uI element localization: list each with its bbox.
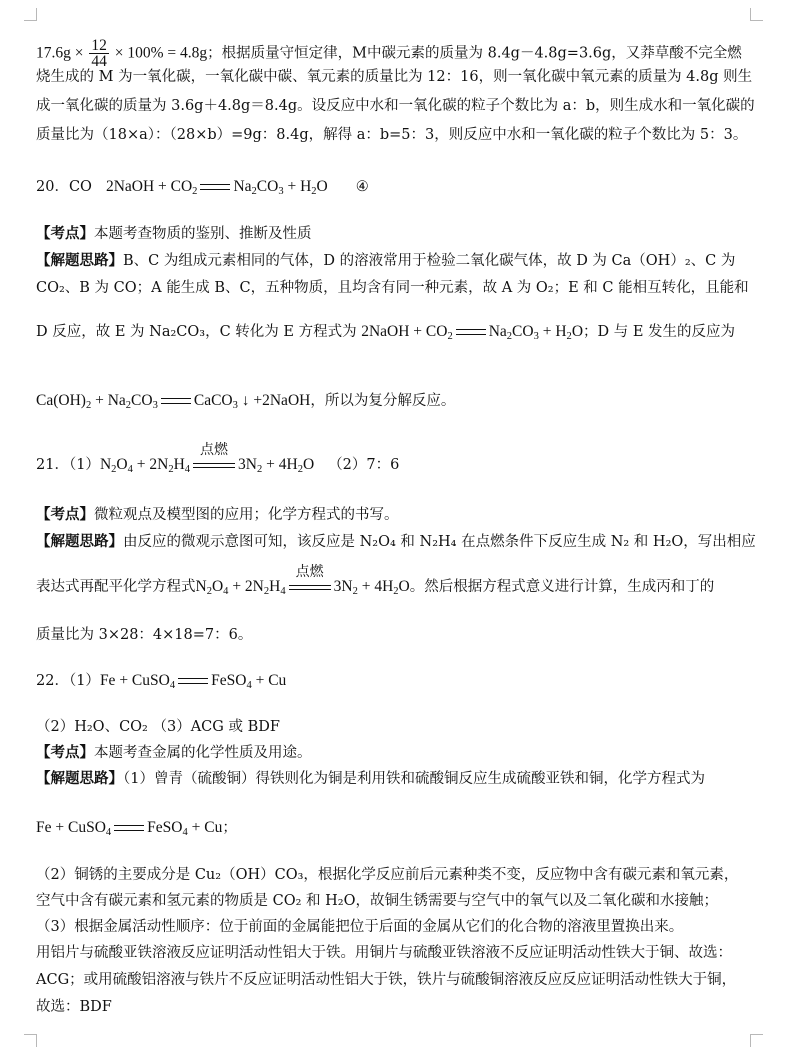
q20-caoh2-equation: $Ca(OH)_2 + Na_2CO_3$ CaCO$_3$ ↓ +2NaOH [36,392,311,411]
q22-jieti-line-1 [36,769,749,789]
jieti-tag: 【解题思路】 [36,252,123,269]
q19-fraction [89,38,109,69]
q19-fraction-denominator: 44 [91,53,107,70]
q22-head: 22．（1） [36,673,100,689]
q22-answer-line [36,671,749,691]
jieti-text: 。然后根据方程式意义进行计算，生成丙和丁的 [409,579,715,595]
q22-equation: Fe + CuSO$_4$ FeSO$_4$ + Cu [99,672,287,691]
jieti-text: ； [222,820,237,836]
q22-p2-line-2: 空气中含有碳元素和氢元素的物质是 CO₂ 和 H₂O，故铜生锈需要与空气中的氧气以及二氧化碳和水接触； [36,893,718,909]
q20-equation-inline: 2NaOH + $CO_2$ $Na_2CO_3 + H_2O$ [361,323,584,342]
q19-calc-prefix: 17.6g × [36,44,88,62]
q20-head: 20．CO [36,179,92,195]
crop-mark-bottom-left [24,1034,37,1047]
q22-p2-line-1: （2）铜锈的主要成分是 Cu₂（OH）CO₃，根据化学反应前后元素种类不变，反应物中含有碳元素和氧元素， [36,867,739,883]
q21-answer-2: （2）7：6 [328,457,400,473]
condition-text: 点燃 [295,564,324,581]
q20-kaodian [36,224,749,244]
jieti-tag: 【解题思路】 [36,770,123,787]
q21-jieti-line-1 [36,532,756,552]
equation-bar [200,184,230,190]
equation-bar [178,678,208,684]
q20-equation: 2NaOH + $CO_2$ $Na_2CO_3 + H_2O$ [105,178,328,197]
jieti-text: ；D 与 E 发生的反应为 [583,324,736,340]
q19-line-1-text: ；根据质量守恒定律，M中碳元素的质量为 8.4g－4.8g=3.6g，又莽草酸不完全燃 [207,45,742,62]
kaodian-tag: 【考点】 [36,506,94,523]
jieti-text: D 反应，故 E 为 Na₂CO₃，C 转化为 E 方程式为 [36,324,362,340]
crop-mark-top-left [24,8,37,21]
reaction-condition [288,564,332,596]
q22-p3-line-3: ACG；或用硫酸铝溶液与铁片不反应证明活动性铝大于铁，铁片与硫酸铜溶液反应反应证明活动性铁大于铜， [36,972,737,988]
jieti-text: 由反应的微观示意图可知，该反应是 N₂O₄ 和 N₂H₄ 在点燃条件下反应生成 N₂ 和 H₂O，写出相应 [123,534,756,550]
crop-mark-top-right [750,8,763,21]
equation-bar [161,398,191,404]
reaction-condition [192,442,236,474]
jieti-text: （1）曾青（硫酸铜）得铁则化为铜是利用铁和硫酸铜反应生成硫酸亚铁和铜，化学方程式为 [123,771,705,787]
q22-equation-inline: Fe + CuSO$_4$ FeSO$_4$ + Cu [36,819,223,838]
q20-jieti-line-2: CO₂、B 为 CO；A 能生成 B、C，五种物质，且均含有同一种元素，故 A 为 O₂；E 和 C 能相互转化，且能和 [36,280,749,296]
q19-fraction-numerator: 12 [91,37,107,54]
kaodian-tag: 【考点】 [36,225,94,242]
q22-kaodian [36,743,749,763]
equation-bar [289,585,331,590]
q22-answer-2-3: （2）H₂O、CO₂ （3）ACG 或 BDF [36,719,280,735]
equation-bar [193,463,235,468]
q19-line-1 [36,38,749,69]
condition-text: 点燃 [200,442,229,459]
q19-line-3: 成一氧化碳的质量为 3.6g＋4.8g＝8.4g。设反应中水和一氧化碳的粒子个数比为 a：b，则生成水和一氧化碳的 [36,98,755,114]
q22-p3-line-4: 故选：BDF [36,999,112,1015]
q19-line-2: 烧生成的 M 为一氧化碳，一氧化碳中碳、氧元素的质量比为 12：16，则一氧化碳中氧元素的质量为 4.8g 则生 [36,69,753,85]
kaodian-text: 微粒观点及模型图的应用；化学方程式的书写。 [94,507,399,523]
q19-calc-suffix: × 100% = 4.8g [110,44,208,62]
jieti-text: ，所以为复分解反应。 [310,393,456,409]
q21-answer-line [36,442,749,475]
jieti-tag: 【解题思路】 [36,533,123,550]
q20-jieti-line-3 [36,322,749,342]
q20-answer-2: ④ [355,179,369,195]
jieti-text: B、C 为组成元素相同的气体，D 的溶液常用于检验二氧化碳气体，故 D 为 Ca（OH）₂、C 为 [123,253,736,269]
q21-kaodian [36,505,749,525]
q21-jieti-line-3: 质量比为 3×28：4×18=7：6。 [36,627,253,643]
q20-jieti-line-1 [36,251,749,271]
equation-bar [456,329,486,335]
q21-equation-inline: $N_2O_4 + 2N_2H_4$ 点燃 $3N_2 + 4H_2O$ [195,564,410,597]
kaodian-text: 本题考查物质的鉴别、推断及性质 [94,226,312,242]
q20-answer-line [36,177,749,197]
q20-jieti-line-4 [36,391,749,411]
equation-bar [114,825,144,831]
jieti-text: 表达式再配平化学方程式 [36,579,196,595]
q22-p3-line-2: 用铝片与硫酸亚铁溶液反应证明活动性铝大于铁。用铜片与硫酸亚铁溶液不反应证明活动性铁大于铜、故选： [36,945,732,961]
q19-line-4: 质量比为（18×a）：（28×b）=9g：8.4g，解得 a：b=5：3，则反应中水和一氧化碳的粒子个数比为 5：3。 [36,127,748,143]
crop-mark-bottom-right [750,1034,763,1047]
kaodian-tag: 【考点】 [36,744,94,761]
q22-p3-line-1: （3）根据金属活动性顺序：位于前面的金属能把位于后面的金属从它们的化合物的溶液里置换出来。 [36,919,684,935]
q21-equation: $N_2O_4 + 2N_2H_4$ 点燃 $3N_2 + 4H_2O$ [99,442,315,475]
kaodian-text: 本题考查金属的化学性质及用途。 [94,745,312,761]
q22-jieti-line-2 [36,818,749,838]
q21-head: 21．（1） [36,457,100,473]
q21-jieti-line-2 [36,564,749,597]
